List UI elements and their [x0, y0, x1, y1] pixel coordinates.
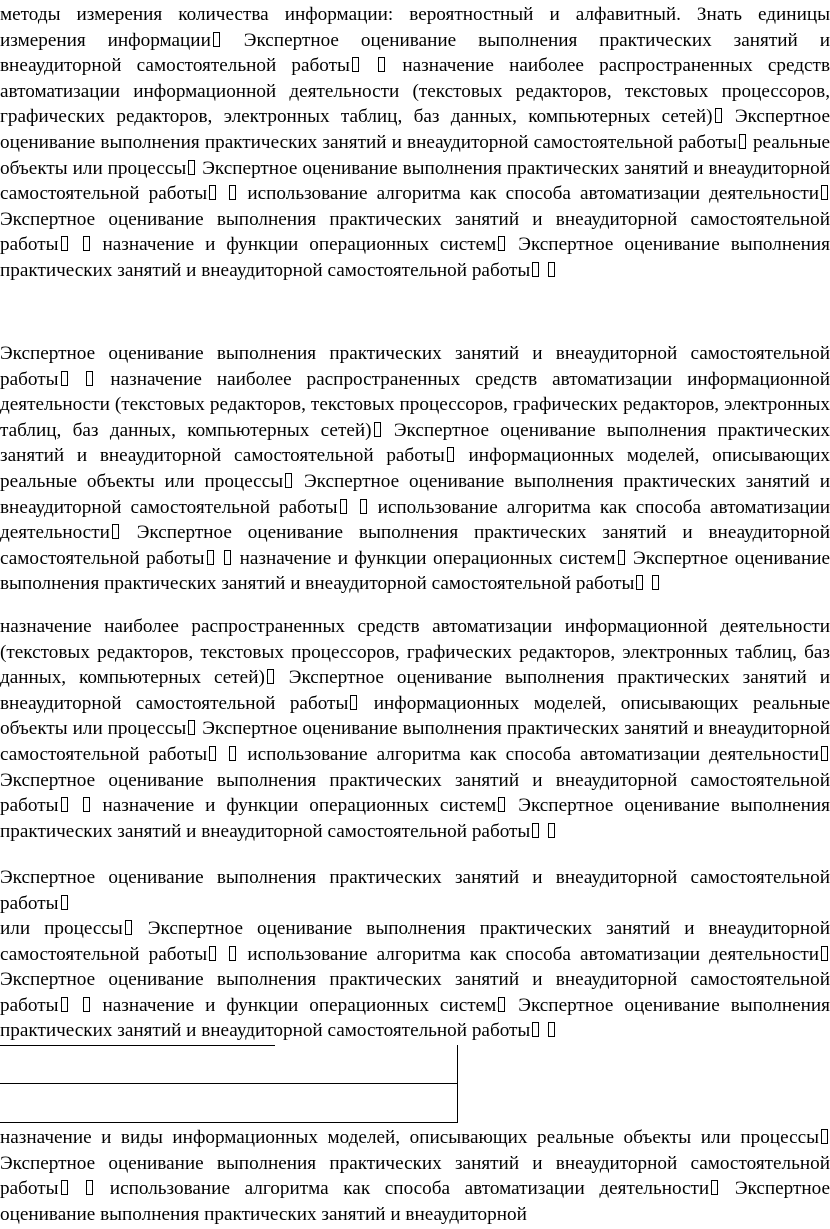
missing-glyph-icon	[61, 236, 68, 251]
missing-glyph-icon	[267, 669, 274, 684]
table-rule	[0, 1045, 275, 1046]
text-segment: использование алгоритма как способа автоматизации деятельности	[238, 183, 820, 205]
table-rule	[457, 1045, 458, 1123]
text-segment: Экспертное оценивание выполнения практических занятий и внеаудиторной самостоятельной работы	[0, 522, 830, 569]
missing-glyph-icon	[548, 1022, 555, 1037]
text-segment	[218, 944, 227, 965]
missing-glyph-icon	[112, 524, 119, 539]
missing-glyph-icon	[61, 371, 68, 386]
text-segment: Экспертное оценивание выполнения практических занятий и внеаудиторной самостоятельной работы	[0, 867, 830, 914]
text-segment	[645, 573, 650, 594]
text-segment	[70, 1178, 85, 1199]
text-segment: Экспертное оценивание выполнения практических занятий и внеаудиторной самостоятельной работы	[0, 795, 830, 842]
missing-glyph-icon	[739, 134, 746, 149]
text-segment: Экспертное оценивание выполнения практических занятий и внеаудиторной самостоятельной работы	[0, 470, 830, 518]
text-segment	[70, 369, 85, 390]
text-segment	[70, 234, 81, 255]
text-segment	[218, 744, 227, 765]
text-segment	[70, 995, 81, 1016]
missing-glyph-icon	[498, 797, 505, 812]
missing-glyph-icon	[125, 920, 132, 935]
missing-glyph-icon	[61, 997, 68, 1012]
missing-glyph-icon	[209, 946, 216, 961]
text-segment: Экспертное оценивание выполнения практических занятий и внеаудиторной самостоятельной работы	[0, 157, 830, 205]
text-segment: назначение наиболее распространенных средств автоматизации информационной деятельности (текстовых редакторов, текстовых процессоров, графических редакторов, электронных таблиц, баз данных, компьютерных сетей)	[0, 55, 830, 128]
missing-glyph-icon	[83, 797, 90, 812]
text-segment: реальные объекты или процессы	[0, 131, 830, 179]
text-segment: Экспертное оценивание выполнения практических занятий и внеаудиторной самостоятельной работы	[0, 208, 830, 256]
text-segment: Экспертное оценивание выполнения практических занятий и внеаудиторной самостоятельной работы	[0, 667, 830, 714]
missing-glyph-icon	[360, 499, 367, 514]
text-segment: назначение наиболее распространенных средств автоматизации информационной деятельности (текстовых редакторов, текстовых процессоров, графических редакторов, электронных таблиц, баз данных, компьютерных сетей)	[0, 368, 830, 441]
text-segment: назначение и виды информационных моделей, описывающих реальные объекты или процессы	[0, 1127, 819, 1148]
text-segment: Экспертное оценивание выполнения практических занятий и внеаудиторной самостоятельной работы	[0, 994, 830, 1042]
missing-glyph-icon	[188, 160, 195, 175]
missing-glyph-icon	[498, 997, 505, 1012]
missing-glyph-icon	[224, 550, 231, 565]
text-segment	[541, 821, 546, 842]
missing-glyph-icon	[352, 57, 359, 72]
missing-glyph-icon	[711, 1180, 718, 1195]
text-segment: Экспертное оценивание выполнения практических занятий и внеаудиторной самостоятельной работы	[0, 969, 830, 1016]
text-segment	[349, 497, 358, 518]
missing-glyph-icon	[532, 262, 539, 277]
missing-glyph-icon	[209, 746, 216, 761]
missing-glyph-icon	[532, 1022, 539, 1037]
text-segment	[218, 183, 227, 204]
missing-glyph-icon	[207, 550, 214, 565]
missing-glyph-icon	[618, 550, 625, 565]
missing-glyph-icon	[821, 946, 828, 961]
table-rule	[0, 1083, 457, 1084]
text-segment: назначение и функции операционных систем	[91, 994, 497, 1016]
missing-glyph-icon	[715, 108, 722, 123]
missing-glyph-icon	[636, 575, 643, 590]
text-segment: назначение и функции операционных систем	[91, 795, 497, 817]
missing-glyph-icon	[447, 447, 454, 462]
missing-glyph-icon	[532, 823, 539, 838]
text-segment: использование алгоритма как способа автоматизации деятельности	[95, 1178, 710, 1200]
missing-glyph-icon	[350, 695, 357, 710]
missing-glyph-icon	[229, 946, 236, 961]
missing-glyph-icon	[821, 185, 828, 200]
text-segment: Экспертное оценивание выполнения практических занятий и внеаудиторной самостоятельной работы	[0, 547, 830, 595]
paragraph-3	[0, 614, 830, 844]
text-segment: или процессы	[0, 918, 123, 939]
text-segment: Экспертное оценивание выполнения практических занятий и внеаудиторной самостоятельной работы	[0, 343, 830, 390]
text-segment	[70, 795, 81, 816]
text-segment: назначение наиболее распространенных средств автоматизации информационной деятельности (текстовых редакторов, текстовых процессоров, графических редакторов, электронных таблиц, баз данных, компьютерных сетей)	[0, 616, 830, 689]
paragraph-4	[0, 865, 830, 916]
missing-glyph-icon	[498, 236, 505, 251]
text-segment	[361, 55, 376, 76]
text-segment: Экспертное оценивание выполнения практических занятий и внеаудиторной самостоятельной работы	[0, 419, 830, 467]
text-segment: Экспертное оценивание выполнения практических занятий и внеаудиторной самостоятельной работы	[0, 106, 830, 153]
missing-glyph-icon	[61, 895, 68, 910]
text-segment: Экспертное оценивание выполнения практических занятий и внеаудиторной	[0, 1178, 830, 1225]
missing-glyph-icon	[188, 720, 195, 735]
paragraph-1	[0, 2, 830, 284]
missing-glyph-icon	[821, 746, 828, 761]
missing-glyph-icon	[821, 1129, 828, 1144]
text-segment: использование алгоритма как способа автоматизации деятельности	[238, 943, 820, 965]
text-segment: Экспертное оценивание выполнения практических занятий и внеаудиторной самостоятельной работы	[0, 718, 830, 765]
text-segment: информационных моделей, описывающих реальные объекты или процессы	[0, 692, 830, 740]
paragraph-6	[0, 1125, 830, 1227]
missing-glyph-icon	[61, 1180, 68, 1195]
missing-glyph-icon	[83, 236, 90, 251]
text-segment: Экспертное оценивание выполнения практических занятий и внеаудиторной самостоятельной работы	[0, 769, 830, 817]
missing-glyph-icon	[83, 997, 90, 1012]
missing-glyph-icon	[209, 185, 216, 200]
paragraph-5	[0, 916, 830, 1044]
text-segment	[216, 548, 223, 569]
missing-glyph-icon	[229, 185, 236, 200]
missing-glyph-icon	[285, 473, 292, 488]
paragraph-2	[0, 341, 830, 597]
missing-glyph-icon	[61, 797, 68, 812]
text-segment: Экспертное оценивание выполнения практических занятий и внеаудиторной самостоятельной работы	[0, 918, 830, 965]
missing-glyph-icon	[86, 371, 93, 386]
text-segment: Экспертное оценивание выполнения практических занятий и внеаудиторной самостоятельной работы	[0, 1152, 830, 1200]
text-segment: информационных моделей, описывающих реальные объекты или процессы	[0, 445, 830, 492]
missing-glyph-icon	[340, 499, 347, 514]
missing-glyph-icon	[548, 823, 555, 838]
text-segment: использование алгоритма как способа автоматизации деятельности	[0, 496, 830, 544]
missing-glyph-icon	[548, 262, 555, 277]
text-segment: назначение и функции операционных систем	[91, 234, 497, 256]
text-segment: Экспертное оценивание выполнения практических занятий и внеаудиторной самостоятельной работы	[0, 234, 830, 281]
missing-glyph-icon	[213, 32, 220, 47]
missing-glyph-icon	[374, 422, 381, 437]
missing-glyph-icon	[229, 746, 236, 761]
text-segment: использование алгоритма как способа автоматизации деятельности	[238, 743, 820, 765]
text-segment	[541, 260, 546, 281]
missing-glyph-icon	[86, 1180, 93, 1195]
text-segment: назначение и функции операционных систем	[233, 547, 616, 569]
text-segment: методы измерения количества информации: вероятностный и алфавитный. Знать единицы измерения информации	[0, 4, 830, 51]
table-rule	[0, 1122, 457, 1123]
text-segment: Экспертное оценивание выполнения практических занятий и внеаудиторной самостоятельной работы	[0, 29, 830, 77]
text-segment	[541, 1020, 546, 1041]
missing-glyph-icon	[652, 575, 659, 590]
missing-glyph-icon	[378, 57, 385, 72]
